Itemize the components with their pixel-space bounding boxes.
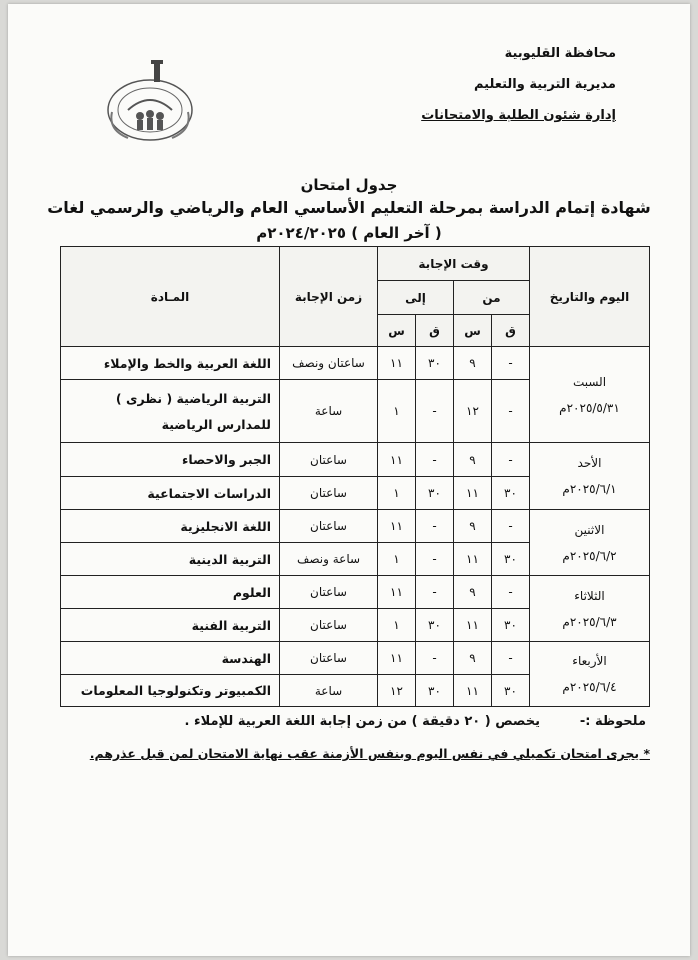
subject-cell: اللغة العربية والخط والإملاء xyxy=(61,347,280,380)
from-minutes: - xyxy=(492,642,530,675)
subject-cell xyxy=(61,380,280,443)
to-hours: ١١ xyxy=(378,443,416,477)
day-name: الثلاثاء xyxy=(574,588,605,603)
subject-cell: الجبر والاحصاء xyxy=(61,443,280,477)
from-hours: ١١ xyxy=(454,609,492,642)
duration-cell: ساعتان ونصف xyxy=(280,347,378,380)
to-minutes: ٣٠ xyxy=(416,347,454,380)
to-minutes: ٣٠ xyxy=(416,609,454,642)
header-from: من xyxy=(454,281,530,315)
from-hours: ١١ xyxy=(454,675,492,707)
table-row xyxy=(61,576,650,609)
from-minutes: - xyxy=(492,347,530,380)
header-hours: س xyxy=(454,315,492,347)
exam-schedule-table xyxy=(60,246,650,707)
subject-cell: اللغة الانجليزية xyxy=(61,510,280,543)
header-block xyxy=(421,46,616,139)
table-row xyxy=(61,347,650,380)
duration-cell: ساعتان xyxy=(280,443,378,477)
day-cell xyxy=(530,443,650,510)
duration-cell: ساعتان xyxy=(280,576,378,609)
header-hours: س xyxy=(378,315,416,347)
day-cell xyxy=(530,576,650,642)
subject-cell: التربية الفنية xyxy=(61,609,280,642)
footer-note: * يجرى امتحان تكميلي في نفس اليوم وبنفس الأزمنة عقب نهاية الامتحان لمن قبل عذرهم. xyxy=(89,746,650,761)
day-name: الاثنين xyxy=(574,522,605,537)
subject-cell: التربية الدينية xyxy=(61,543,280,576)
from-hours: ٩ xyxy=(454,510,492,543)
schedule-title: جدول امتحان xyxy=(300,176,398,194)
to-minutes: ٣٠ xyxy=(416,477,454,510)
to-hours: ١ xyxy=(378,609,416,642)
note-label: ملحوظة :- xyxy=(579,714,646,729)
subject-line: للمدارس الرياضية xyxy=(161,417,271,432)
header-minutes: ق xyxy=(416,315,454,347)
day-date: ٢٠٢٥/٦/٤م xyxy=(562,680,617,694)
to-hours: ١١ xyxy=(378,642,416,675)
to-hours: ١١ xyxy=(378,347,416,380)
duration-cell: ساعتان xyxy=(280,510,378,543)
from-minutes: - xyxy=(492,443,530,477)
to-minutes: - xyxy=(416,642,454,675)
day-date: ٢٠٢٥/٦/٣م xyxy=(562,614,617,629)
from-hours: ٩ xyxy=(454,443,492,477)
day-date: ٢٠٢٥/٦/١م xyxy=(562,482,617,496)
header-day-date: اليوم والتاريخ xyxy=(530,247,650,347)
from-hours: ٩ xyxy=(454,347,492,380)
to-minutes: - xyxy=(416,380,454,443)
to-hours: ١٢ xyxy=(378,675,416,707)
table-row xyxy=(61,510,650,543)
governorate-label: محافظة القليوبية xyxy=(504,46,616,61)
directorate-label: مديرية التربية والتعليم xyxy=(473,77,616,92)
from-hours: ٩ xyxy=(454,642,492,675)
to-hours: ١١ xyxy=(378,510,416,543)
header-minutes: ق xyxy=(492,315,530,347)
table-row xyxy=(61,443,650,477)
department-label: إدارة شئون الطلبة والامتحانات xyxy=(421,108,616,123)
to-hours: ١ xyxy=(378,380,416,443)
subject-line: التربية الرياضية ( نظرى ) xyxy=(115,391,271,406)
from-hours: ١١ xyxy=(454,477,492,510)
to-minutes: - xyxy=(416,443,454,477)
from-minutes: ٣٠ xyxy=(492,543,530,576)
subject-cell: العلوم xyxy=(61,576,280,609)
day-date: ٢٠٢٥/٦/٢م xyxy=(562,548,617,563)
ministry-seal-icon xyxy=(98,60,202,144)
header-duration: زمن الإجابة xyxy=(280,247,378,347)
duration-cell: ساعتان xyxy=(280,477,378,510)
schedule-subtitle: شهادة إتمام الدراسة بمرحلة التعليم الأساسي العام والرياضي والرسمي لغات xyxy=(47,198,651,217)
day-name: السبت xyxy=(572,374,607,389)
from-minutes: ٣٠ xyxy=(492,609,530,642)
to-hours: ١ xyxy=(378,543,416,576)
to-minutes: - xyxy=(416,576,454,609)
to-minutes: ٣٠ xyxy=(416,675,454,707)
duration-cell: ساعتان xyxy=(280,642,378,675)
duration-cell: ساعة xyxy=(280,380,378,443)
header-subject: المـادة xyxy=(61,247,280,347)
from-hours: ١٢ xyxy=(454,380,492,443)
day-date: ٢٠٢٥/٥/٣١م xyxy=(559,400,620,415)
day-cell xyxy=(530,347,650,443)
day-cell xyxy=(530,642,650,707)
duration-cell: ساعتان xyxy=(280,609,378,642)
to-hours: ١١ xyxy=(378,576,416,609)
from-minutes: - xyxy=(492,380,530,443)
day-cell xyxy=(530,510,650,576)
from-minutes: - xyxy=(492,576,530,609)
table-row xyxy=(61,642,650,675)
note-text: يخصص ( ٢٠ دقيقة ) من زمن إجابة اللغة العربية للإملاء . xyxy=(184,714,540,729)
schedule-year: ( آخر العام ) ٢٠٢٤/٢٠٢٥م xyxy=(256,224,442,242)
from-hours: ١١ xyxy=(454,543,492,576)
from-minutes: ٣٠ xyxy=(492,477,530,510)
duration-cell: ساعة xyxy=(280,675,378,707)
from-minutes: - xyxy=(492,510,530,543)
day-name: الأربعاء xyxy=(572,654,607,668)
subject-cell: الدراسات الاجتماعية xyxy=(61,477,280,510)
header-answer-time: وقت الإجابة xyxy=(378,247,530,281)
to-hours: ١ xyxy=(378,477,416,510)
to-minutes: - xyxy=(416,543,454,576)
day-name: الأحد xyxy=(577,456,602,470)
subject-cell: الهندسة xyxy=(61,642,280,675)
from-hours: ٩ xyxy=(454,576,492,609)
to-minutes: - xyxy=(416,510,454,543)
subject-cell: الكمبيوتر وتكنولوجيا المعلومات xyxy=(61,675,280,707)
duration-cell: ساعة ونصف xyxy=(280,543,378,576)
from-minutes: ٣٠ xyxy=(492,675,530,707)
header-to: إلى xyxy=(378,281,454,315)
